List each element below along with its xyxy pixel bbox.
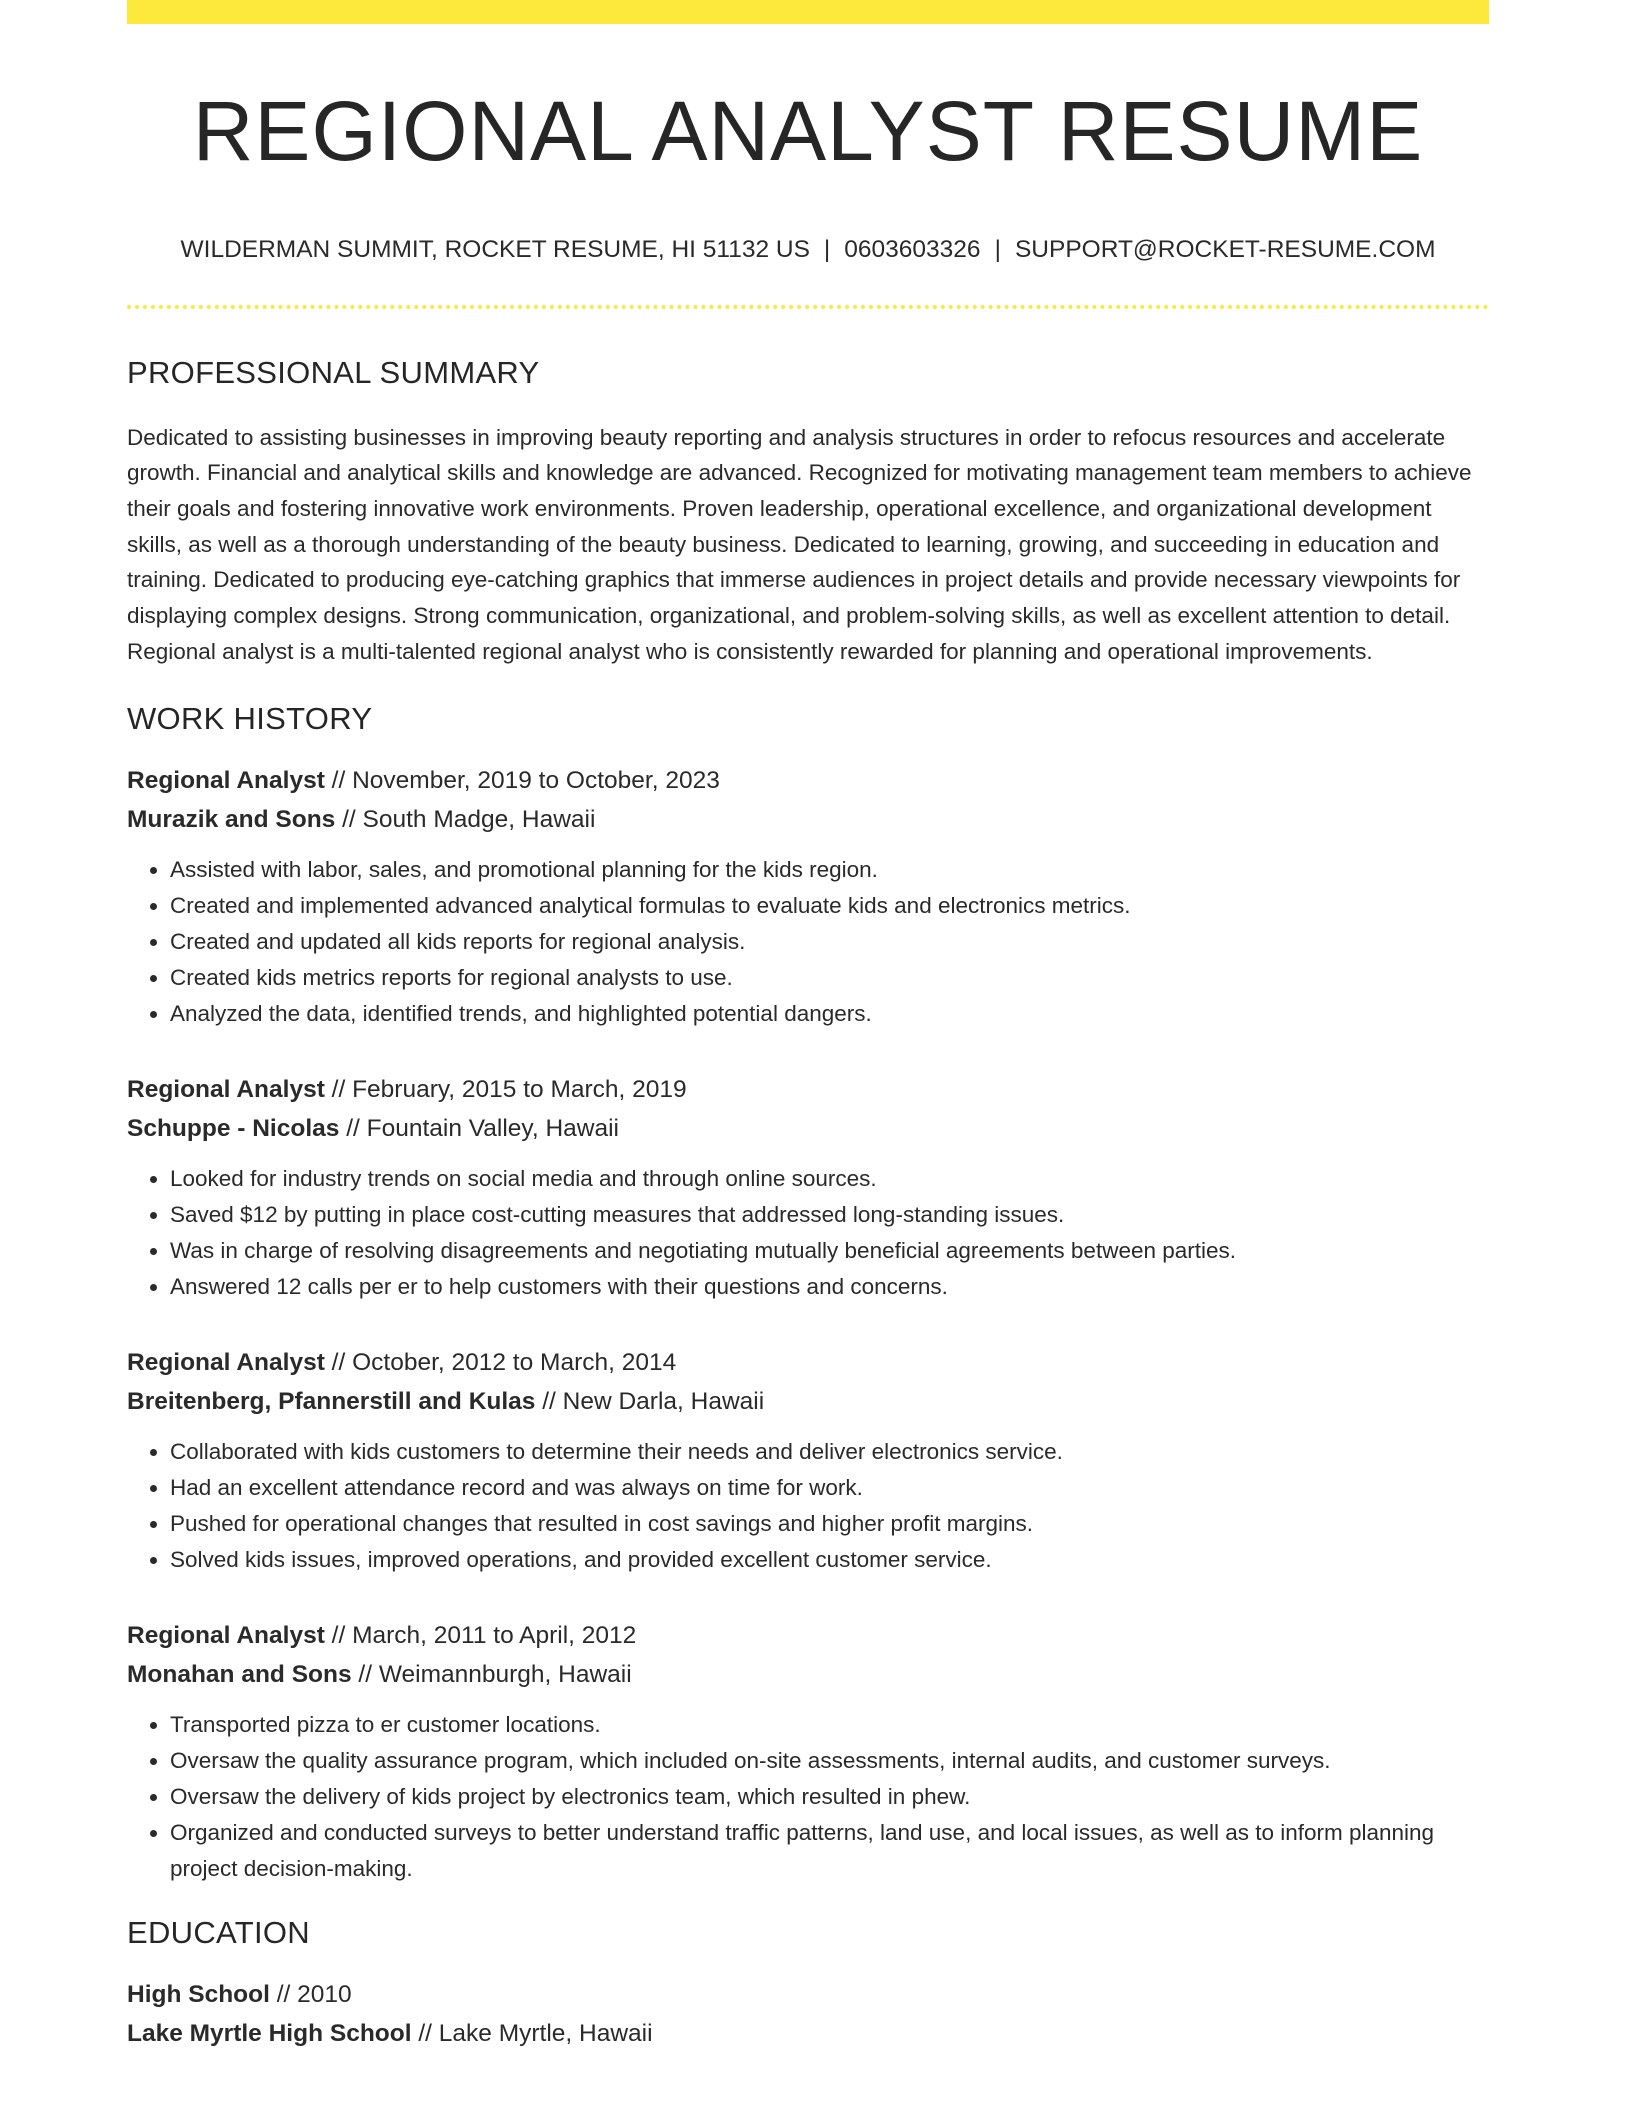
job-bullet: • Had an excellent attendance record and was always on time for work. [170,1470,1489,1506]
job-role: Regional Analyst [127,1621,325,1649]
job-company: Monahan and Sons [127,1660,352,1688]
education-year: // 2010 [269,1980,352,2008]
job-bullet: • Assisted with labor, sales, and promotional planning for the kids region. [170,852,1489,888]
contact-address: WILDERMAN SUMMIT, ROCKET RESUME, HI 51132 US [180,236,810,264]
summary-heading: PROFESSIONAL SUMMARY [127,355,540,391]
contact-email: SUPPORT@ROCKET-RESUME.COM [1014,236,1436,264]
job-company: Murazik and Sons [127,805,336,833]
job-role-line [127,1343,1489,1382]
contact-line [127,236,1489,264]
job-location: // South Madge, Hawaii [335,805,596,833]
dotted-divider [127,305,1489,309]
job-role: Regional Analyst [127,766,325,794]
job-company-line [127,1382,1489,1421]
job-company: Schuppe - Nicolas [127,1114,340,1142]
education-school-line [127,2014,1489,2053]
job-bullet: • Oversaw the delivery of kids project by electronics team, which resulted in phew. [170,1779,1489,1815]
job-dates: // October, 2012 to March, 2014 [324,1348,677,1376]
job-role-line [127,761,1489,800]
summary-text: Dedicated to assisting businesses in improving beauty reporting and analysis structures in order to refocus resources and accelerate growth. Financial and analytical skills and knowledge are advanced. Recognized for motivating management team members to achieve their goals and fostering innovative work environments. Proven leadership, operational excellence, and organizational development skills, as well as a thorough understanding of the beauty business. Dedicated to learning, growing, and succeeding in education and training. Dedicated to producing eye-catching graphics that immerse audiences in project details and provide necessary viewpoints for displaying complex designs. Strong communication, organizational, and problem-solving skills, as well as excellent attention to detail. Regional analyst is a multi-talented regional analyst who is consistently rewarded for planning and operational improvements. [127,424,1472,664]
job-dates: // November, 2019 to October, 2023 [324,766,720,794]
contact-separator: | [823,236,831,264]
job-bullet: • Created and updated all kids reports for regional analysis. [170,924,1489,960]
job-bullet: • Analyzed the data, identified trends, and highlighted potential dangers. [170,996,1489,1032]
resume-title: REGIONAL ANALYST RESUME [192,84,1424,178]
job-bullet: • Created kids metrics reports for regional analysts to use. [170,960,1489,996]
resume-page [127,0,1489,2053]
job-bullets [127,852,1489,1032]
education-degree: High School [127,1980,270,2008]
job-bullet: • Solved kids issues, improved operations, and provided excellent customer service. [170,1542,1489,1578]
job-bullet: • Collaborated with kids customers to determine their needs and deliver electronics service. [170,1434,1489,1470]
contact-separator: | [994,236,1001,264]
work-history-heading: WORK HISTORY [127,700,373,736]
job-role-line [127,1616,1489,1655]
job-entry [127,1616,1489,1887]
job-company: Breitenberg, Pfannerstill and Kulas [127,1387,536,1415]
education-degree-line [127,1975,1489,2014]
job-bullets [127,1434,1489,1578]
job-bullet: • Created and implemented advanced analytical formulas to evaluate kids and electronics metrics. [170,888,1489,924]
job-bullet: • Oversaw the quality assurance program, which included on-site assessments, internal audits, and customer surveys. [170,1743,1489,1779]
job-bullet: • Looked for industry trends on social media and through online sources. [170,1161,1489,1197]
job-bullets [127,1707,1489,1887]
job-role: Regional Analyst [127,1348,325,1376]
education-location: // Lake Myrtle, Hawaii [411,2019,653,2047]
job-bullet: • Pushed for operational changes that resulted in cost savings and higher profit margins. [170,1506,1489,1542]
education-entry [127,1975,1489,2053]
job-dates: // February, 2015 to March, 2019 [324,1075,687,1103]
job-bullets [127,1161,1489,1305]
job-entry [127,1070,1489,1305]
job-entry [127,761,1489,1032]
job-company-line [127,800,1489,839]
contact-phone: 0603603326 [844,236,981,264]
job-entry [127,1343,1489,1578]
job-location: // Weimannburgh, Hawaii [351,1660,632,1688]
education-school: Lake Myrtle High School [127,2019,412,2047]
job-bullet: • Transported pizza to er customer locations. [170,1707,1489,1743]
job-company-line [127,1655,1489,1694]
job-location: // New Darla, Hawaii [535,1387,765,1415]
job-bullet: • Answered 12 calls per er to help customers with their questions and concerns. [170,1269,1489,1305]
job-dates: // March, 2011 to April, 2012 [324,1621,637,1649]
job-role-line [127,1070,1489,1109]
job-location: // Fountain Valley, Hawaii [339,1114,619,1142]
education-heading: EDUCATION [127,1914,310,1950]
job-role: Regional Analyst [127,1075,325,1103]
job-company-line [127,1109,1489,1148]
job-bullet: • Was in charge of resolving disagreements and negotiating mutually beneficial agreements between parties. [170,1233,1489,1269]
job-bullet: • Organized and conducted surveys to better understand traffic patterns, land use, and local issues, as well as to inform planning project decision-making. [170,1815,1489,1887]
accent-top-bar [127,0,1489,24]
job-bullet: • Saved $12 by putting in place cost-cutting measures that addressed long-standing issues. [170,1197,1489,1233]
